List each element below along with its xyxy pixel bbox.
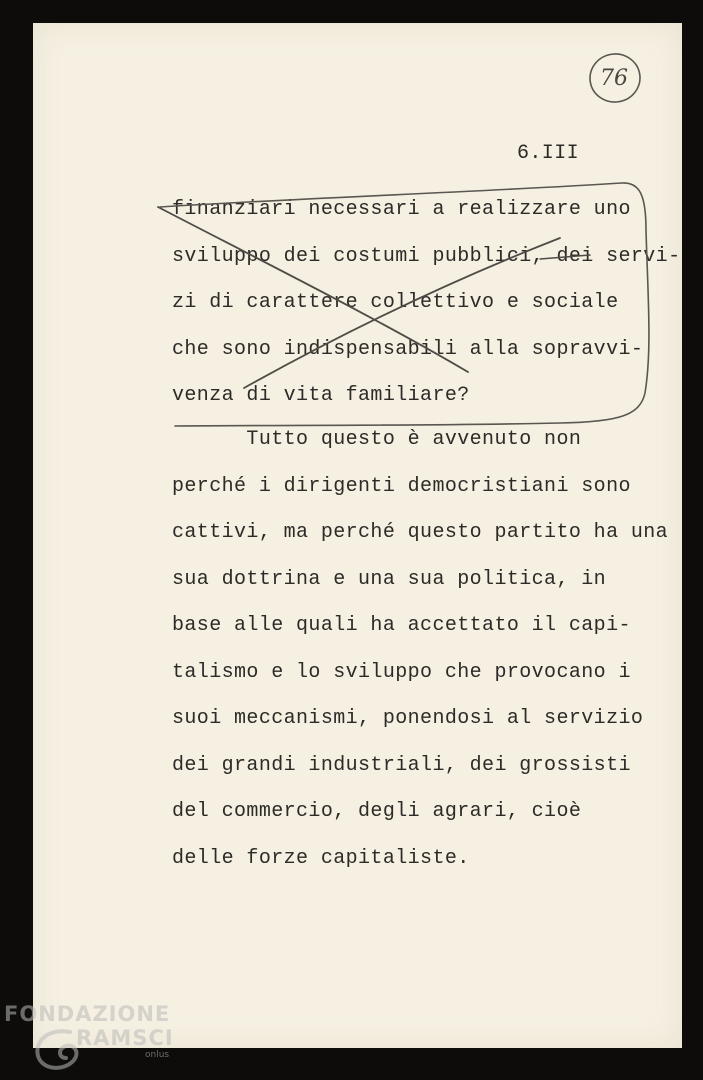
page-header-ref: 6.III (517, 142, 580, 165)
body-line: delle forze capitaliste. (172, 847, 470, 870)
struck-line: zi di carattere collettivo e sociale (172, 291, 619, 314)
body-line: talismo e lo sviluppo che provocano i (172, 661, 631, 684)
watermark-line1: FONDAZIONE (4, 1002, 171, 1026)
body-line: sua dottrina e una sua politica, in (172, 568, 607, 591)
struck-line: sviluppo dei costumi pubblici, dei servi- (172, 245, 681, 268)
watermark-sub: onlus (145, 1050, 170, 1060)
body-line: del commercio, degli agrari, cioè (172, 800, 582, 823)
body-line: perché i dirigenti democristiani sono (172, 475, 631, 498)
body-line: cattivi, ma perché questo partito ha una (172, 521, 669, 544)
foundation-watermark (4, 1002, 204, 1080)
struck-line: venza di vita familiare? (172, 384, 470, 407)
body-line: base alle quali ha accettato il capi- (172, 614, 631, 637)
handwritten-page-number: 76 (600, 66, 628, 91)
body-line: Tutto questo è avvenuto non (172, 428, 582, 451)
struck-line: finanziari necessari a realizzare uno (172, 198, 631, 221)
body-line: dei grandi industriali, dei grossisti (172, 754, 631, 777)
watermark-line2: RAMSCI (76, 1026, 174, 1050)
struck-line: che sono indispensabili alla sopravvi- (172, 338, 644, 361)
body-line: suoi meccanismi, ponendosi al servizio (172, 707, 644, 730)
